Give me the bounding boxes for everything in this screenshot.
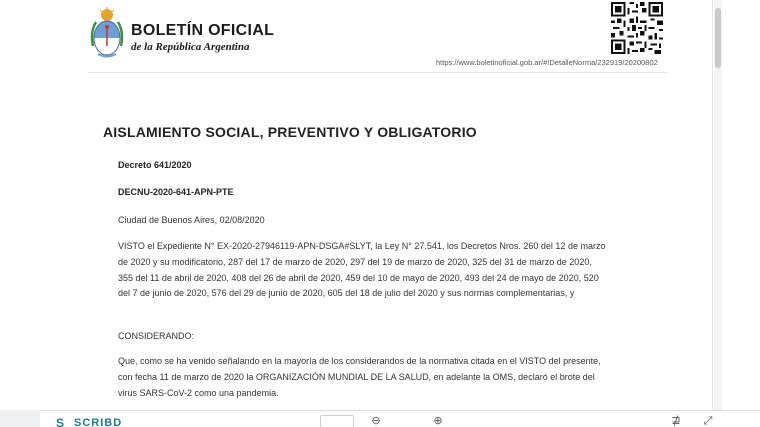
coat-of-arms-icon [90, 6, 124, 60]
share-icon[interactable]: ⋣ [671, 415, 681, 427]
zoom-in-icon[interactable]: ⊕ [433, 415, 443, 427]
document-url[interactable]: https://www.boletinoficial.gob.ar/#!DetalleNorma/232919/20200802 [436, 58, 658, 67]
fullscreen-icon[interactable]: ⤢ [703, 415, 713, 427]
place-date: Ciudad de Buenos Aires, 02/08/2020 [118, 215, 265, 225]
scribd-icon[interactable]: S [56, 416, 65, 427]
decree-code: DECNU-2020-641-APN-PTE [118, 187, 234, 197]
scrollbar-thumb[interactable] [715, 8, 721, 68]
visto-paragraph: VISTO el Expediente N° EX-2020-27946119-APN-DSGA#SLYT, la Ley N° 27.541, los Decretos Nros. 260 del 12 de marzo de 2020 y su modificatorio, 287 del 17 de marzo de 2020, 297 del 19 de marzo de 2020, 325 del 31 de marzo de 2020, 355 del 11 de abril de 2020, 408 del 26 de abril de 2020, 459 del 10 de mayo de 2020, 493 del 24 de mayo de 2020, 520 del 7 de junio de 2020, 576 del 29 de junio de 2020, 605 del 18 de julio del 2020 y sus normas complementarias, y [118, 241, 606, 299]
header-divider [88, 72, 668, 73]
scribd-brand[interactable]: SCRIBD [74, 417, 123, 427]
left-margin [0, 0, 40, 410]
decree-number: Decreto 641/2020 [118, 160, 192, 170]
vertical-scrollbar[interactable] [714, 0, 722, 410]
page-number-field[interactable] [320, 415, 354, 427]
que-paragraph: Que, como se ha venido señalando en la mayoría de los considerandos de la normativa citada en el VISTO del presente, con fecha 11 de marzo de 2020 la ORGANIZACIÓN MUNDIAL DE LA SALUD, en adelante la OMS, declaró el brote del virus SARS-CoV-2 como una pandemia. [118, 356, 601, 398]
considerando-heading: CONSIDERANDO: [118, 331, 195, 341]
brand-title: BOLETÍN OFICIAL [131, 22, 275, 39]
document-title: AISLAMIENTO SOCIAL, PREVENTIVO Y OBLIGATORIO [103, 124, 477, 140]
zoom-out-icon[interactable]: ⊖ [371, 415, 381, 427]
qr-code-icon [611, 2, 663, 54]
viewer-toolbar [40, 410, 760, 427]
brand-subtitle: de la República Argentina [131, 41, 250, 53]
